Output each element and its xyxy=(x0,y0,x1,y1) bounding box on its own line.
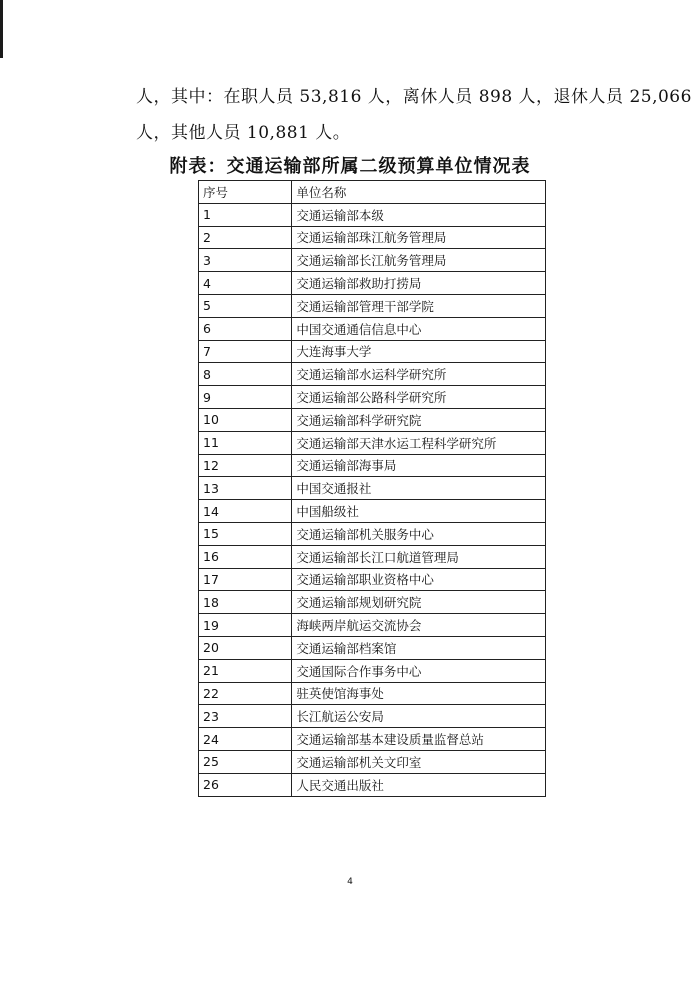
table-row xyxy=(199,705,546,728)
row-number: 13 xyxy=(199,477,292,500)
row-number: 18 xyxy=(199,591,292,614)
body-text-line-2: 人，其他人员 10,881 人。 xyxy=(136,123,351,143)
table-title: 附表：交通运输部所属二级预算单位情况表 xyxy=(169,156,531,177)
row-number: 10 xyxy=(199,408,292,431)
row-unit-name: 海峡两岸航运交流协会 xyxy=(292,614,546,637)
row-number: 7 xyxy=(199,340,292,363)
row-number: 1 xyxy=(199,203,292,226)
row-unit-name: 中国交通报社 xyxy=(292,477,546,500)
table-row xyxy=(199,386,546,409)
row-number: 24 xyxy=(199,728,292,751)
row-unit-name: 驻英使馆海事处 xyxy=(292,682,546,705)
table-row xyxy=(199,568,546,591)
table-row xyxy=(199,773,546,796)
row-unit-name: 交通运输部海事局 xyxy=(292,454,546,477)
row-unit-name: 交通运输部规划研究院 xyxy=(292,591,546,614)
row-number: 9 xyxy=(199,386,292,409)
row-unit-name: 大连海事大学 xyxy=(292,340,546,363)
table-row xyxy=(199,431,546,454)
row-number: 12 xyxy=(199,454,292,477)
row-unit-name: 交通运输部职业资格中心 xyxy=(292,568,546,591)
table-row xyxy=(199,272,546,295)
table-row xyxy=(199,750,546,773)
row-unit-name: 长江航运公安局 xyxy=(292,705,546,728)
table-row xyxy=(199,477,546,500)
row-number: 20 xyxy=(199,636,292,659)
row-number: 16 xyxy=(199,545,292,568)
header-number: 序号 xyxy=(199,181,292,204)
table-row xyxy=(199,363,546,386)
table-row xyxy=(199,591,546,614)
row-number: 14 xyxy=(199,500,292,523)
table-row xyxy=(199,522,546,545)
table-row xyxy=(199,294,546,317)
row-unit-name: 交通运输部本级 xyxy=(292,203,546,226)
row-unit-name: 交通运输部珠江航务管理局 xyxy=(292,226,546,249)
table-row xyxy=(199,614,546,637)
table-row xyxy=(199,636,546,659)
row-unit-name: 人民交通出版社 xyxy=(292,773,546,796)
row-unit-name: 交通运输部管理干部学院 xyxy=(292,294,546,317)
row-number: 2 xyxy=(199,226,292,249)
row-number: 8 xyxy=(199,363,292,386)
row-number: 6 xyxy=(199,317,292,340)
row-number: 15 xyxy=(199,522,292,545)
table-row xyxy=(199,340,546,363)
row-unit-name: 交通运输部长江航务管理局 xyxy=(292,249,546,272)
table-row xyxy=(199,454,546,477)
row-number: 11 xyxy=(199,431,292,454)
table-row xyxy=(199,249,546,272)
row-unit-name: 交通运输部机关服务中心 xyxy=(292,522,546,545)
row-number: 21 xyxy=(199,659,292,682)
header-unit-name: 单位名称 xyxy=(292,181,546,204)
scan-edge-mark xyxy=(0,0,3,58)
table-row xyxy=(199,682,546,705)
row-unit-name: 交通运输部基本建设质量监督总站 xyxy=(292,728,546,751)
table-row xyxy=(199,545,546,568)
row-unit-name: 交通运输部长江口航道管理局 xyxy=(292,545,546,568)
table-row xyxy=(199,408,546,431)
table-row xyxy=(199,317,546,340)
page-number: 4 xyxy=(347,877,353,887)
table-header-row xyxy=(199,181,546,204)
table-row xyxy=(199,500,546,523)
table-row xyxy=(199,728,546,751)
row-unit-name: 交通运输部救助打捞局 xyxy=(292,272,546,295)
budget-units-table xyxy=(198,180,546,797)
table-row xyxy=(199,226,546,249)
row-number: 22 xyxy=(199,682,292,705)
row-unit-name: 中国船级社 xyxy=(292,500,546,523)
body-text-line-1: 人，其中：在职人员 53,816 人，离休人员 898 人，退休人员 25,066 xyxy=(136,87,692,107)
row-unit-name: 交通运输部科学研究院 xyxy=(292,408,546,431)
row-unit-name: 交通运输部水运科学研究所 xyxy=(292,363,546,386)
row-unit-name: 交通运输部档案馆 xyxy=(292,636,546,659)
row-number: 17 xyxy=(199,568,292,591)
row-unit-name: 交通运输部公路科学研究所 xyxy=(292,386,546,409)
table-row xyxy=(199,203,546,226)
row-number: 26 xyxy=(199,773,292,796)
row-unit-name: 交通国际合作事务中心 xyxy=(292,659,546,682)
table-body xyxy=(199,203,546,796)
row-number: 23 xyxy=(199,705,292,728)
row-number: 3 xyxy=(199,249,292,272)
row-number: 5 xyxy=(199,294,292,317)
row-number: 25 xyxy=(199,750,292,773)
row-number: 4 xyxy=(199,272,292,295)
table-row xyxy=(199,659,546,682)
row-number: 19 xyxy=(199,614,292,637)
row-unit-name: 中国交通通信信息中心 xyxy=(292,317,546,340)
row-unit-name: 交通运输部机关文印室 xyxy=(292,750,546,773)
row-unit-name: 交通运输部天津水运工程科学研究所 xyxy=(292,431,546,454)
